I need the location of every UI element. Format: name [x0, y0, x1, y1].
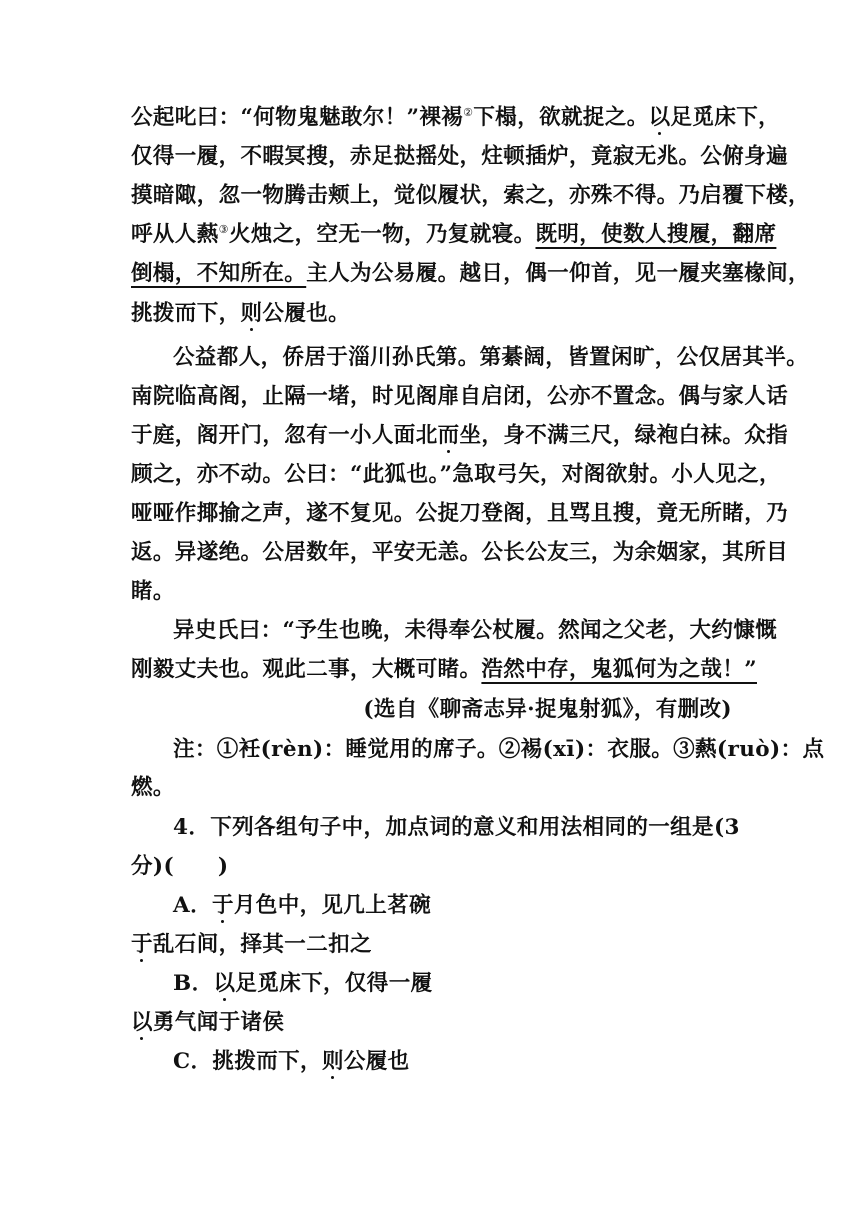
question-stem-continued: 分)( ): [131, 854, 229, 879]
option-c[interactable]: C．挑拨而下，则公履也: [173, 1049, 410, 1074]
option-a[interactable]: A．于月色中，见几上茗碗: [173, 893, 431, 918]
emphasis-dot-char: 以: [131, 1010, 153, 1035]
emphasis-dot-char: 而: [437, 423, 460, 448]
underlined-sentence: 倒榻，不知所在。: [131, 261, 307, 286]
option-label: B．: [173, 971, 214, 996]
underlined-sentence: 浩然中存，鬼狐何为之哉！”: [481, 657, 757, 682]
option-label: A．: [173, 893, 212, 918]
source-citation: (选自《聊斋志异·捉鬼射狐》，有删改): [363, 697, 732, 722]
option-b-sentence-2: 以勇气闻于诸侯: [131, 1010, 285, 1035]
emphasis-dot-char: 以: [648, 105, 671, 130]
passage-line: 于庭，阁开门，忽有一小人面北而坐，身不满三尺，绿袍白袜。众指: [131, 423, 789, 448]
passage-line: 摸暗陬，忽一物腾击颊上，觉似履状，索之，亦殊不得。乃启覆下楼，: [131, 183, 810, 208]
passage-line: 返。异遂绝。公居数年，平安无恙。公长公友三，为余姻家，其所目: [131, 540, 789, 565]
passage-line: 呼从人爇③火烛之，空无一物，乃复就寝。既明，使数人搜履，翻席: [131, 222, 777, 247]
passage-line: 哑哑作揶揄之声，遂不复见。公捉刀登阁，且骂且搜，竟无所睹，乃: [131, 501, 789, 526]
passage-line: 刚毅丈夫也。观此二事，大概可睹。浩然中存，鬼狐何为之哉！”: [131, 657, 757, 682]
emphasis-dot-char: 以: [213, 971, 236, 996]
passage-line: 倒榻，不知所在。主人为公易履。越日，偶一仰首，见一履夹塞椽间，: [131, 261, 810, 286]
emphasis-dot-char: 则: [321, 1049, 344, 1074]
emphasis-dot-char: 于: [211, 893, 234, 918]
footnote-marker: ③: [218, 222, 229, 236]
option-a-sentence-2: 于乱石间，择其一二扣之: [131, 932, 372, 957]
passage-line: 异史氏曰：“予生也晚，未得奉公杖履。然闻之父老，大约慷慨: [173, 618, 778, 643]
emphasis-dot-char: 则: [240, 301, 263, 326]
passage-line: 睹。: [131, 579, 175, 604]
question-stem: 4．下列各组句子中，加点词的意义和用法相同的一组是(3: [173, 815, 740, 840]
passage-line: 公益都人，侨居于淄川孙氏第。第綦阔，皆置闲旷，公仅居其半。: [173, 345, 809, 370]
footnotes: 注：①衽(rèn)：睡觉用的席子。②裼(xī)：衣服。③爇(ruò)：点: [173, 737, 825, 762]
footnote-marker: ②: [463, 105, 474, 119]
option-label: C．: [173, 1049, 213, 1074]
passage-line: 公起叱曰：“何物鬼魅敢尔！”裸裼②下榻，欲就捉之。以足觅床下，: [131, 105, 781, 130]
passage-line: 顾之，亦不动。公曰：“此狐也。”急取弓矢，对阁欲射。小人见之，: [131, 462, 781, 487]
footnotes-continued: 燃。: [131, 775, 175, 800]
passage-line: 挑拨而下，则公履也。: [131, 301, 351, 326]
emphasis-dot-char: 于: [131, 932, 153, 957]
passage-line: 南院临高阁，止隔一堵，时见阁扉自启闭，公亦不置念。偶与家人话: [131, 384, 789, 409]
option-b[interactable]: B．以足觅床下，仅得一履: [173, 971, 433, 996]
passage-line: 仅得一履，不暇冥搜，赤足挞摇处，炷顿插炉，竟寂无兆。公俯身遍: [131, 144, 789, 169]
underlined-sentence: 既明，使数人搜履，翻席: [535, 222, 777, 247]
